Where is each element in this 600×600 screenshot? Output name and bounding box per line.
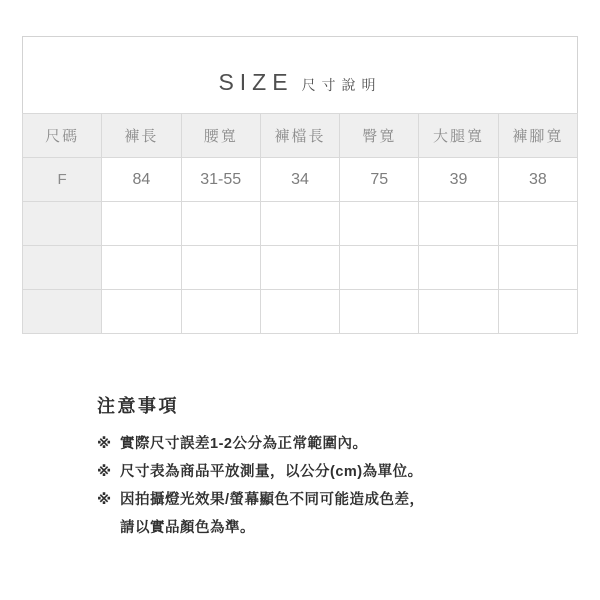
table-cell xyxy=(498,246,577,290)
size-table xyxy=(22,113,578,334)
table-cell xyxy=(260,202,339,246)
note-line xyxy=(97,430,537,458)
table-cell-size-code xyxy=(23,246,102,290)
table-cell: 31-55 xyxy=(181,158,260,202)
note-marker xyxy=(97,514,120,542)
size-chart-subtitle: 尺寸說明 xyxy=(301,77,382,93)
table-cell: 84 xyxy=(102,158,181,202)
table-row-empty xyxy=(23,246,578,290)
table-cell xyxy=(181,290,260,334)
table-cell xyxy=(340,202,419,246)
table-cell xyxy=(102,290,181,334)
table-cell xyxy=(102,246,181,290)
note-line xyxy=(97,486,537,514)
table-cell-size-code: F xyxy=(23,158,102,202)
note-text: 因拍攝燈光效果/螢幕顯色不同可能造成色差， xyxy=(120,492,425,508)
table-cell xyxy=(260,290,339,334)
size-chart-panel xyxy=(22,36,578,334)
size-chart-title-row xyxy=(23,37,577,115)
header-cell-size-code: 尺碼 xyxy=(23,114,102,158)
header-cell-hip-width: 臀寬 xyxy=(340,114,419,158)
table-cell-size-code xyxy=(23,290,102,334)
table-cell xyxy=(419,290,498,334)
note-text: 請以實品顏色為準。 xyxy=(120,520,255,536)
table-cell: 34 xyxy=(260,158,339,202)
table-cell xyxy=(181,246,260,290)
table-cell: 75 xyxy=(340,158,419,202)
table-cell xyxy=(260,246,339,290)
table-cell-size-code xyxy=(23,202,102,246)
note-text: 實際尺寸誤差1-2公分為正常範圍內。 xyxy=(120,436,368,452)
size-table-header-row xyxy=(23,114,578,158)
table-cell xyxy=(102,202,181,246)
note-text: 尺寸表為商品平放測量，以公分(cm)為單位。 xyxy=(120,464,423,480)
table-cell xyxy=(340,246,419,290)
table-cell xyxy=(340,290,419,334)
table-cell: 39 xyxy=(419,158,498,202)
table-cell xyxy=(419,202,498,246)
size-chart-title: SIZE xyxy=(218,69,294,95)
header-cell-pants-length: 褲長 xyxy=(102,114,181,158)
header-cell-thigh-width: 大腿寬 xyxy=(419,114,498,158)
notes-heading: 注意事項 xyxy=(97,396,179,416)
table-cell xyxy=(181,202,260,246)
table-cell xyxy=(498,202,577,246)
note-marker: ※ xyxy=(97,464,112,480)
notes-section xyxy=(97,392,537,542)
note-line-continuation xyxy=(97,514,537,542)
header-cell-waist-width: 腰寬 xyxy=(181,114,260,158)
table-row xyxy=(23,158,578,202)
note-marker: ※ xyxy=(97,436,112,452)
table-row-empty xyxy=(23,202,578,246)
note-line xyxy=(97,458,537,486)
note-marker: ※ xyxy=(97,492,112,508)
table-cell: 38 xyxy=(498,158,577,202)
header-cell-leg-opening-width: 褲腳寬 xyxy=(498,114,577,158)
header-cell-crotch-length: 褲檔長 xyxy=(260,114,339,158)
table-cell xyxy=(498,290,577,334)
table-row-empty xyxy=(23,290,578,334)
table-cell xyxy=(419,246,498,290)
